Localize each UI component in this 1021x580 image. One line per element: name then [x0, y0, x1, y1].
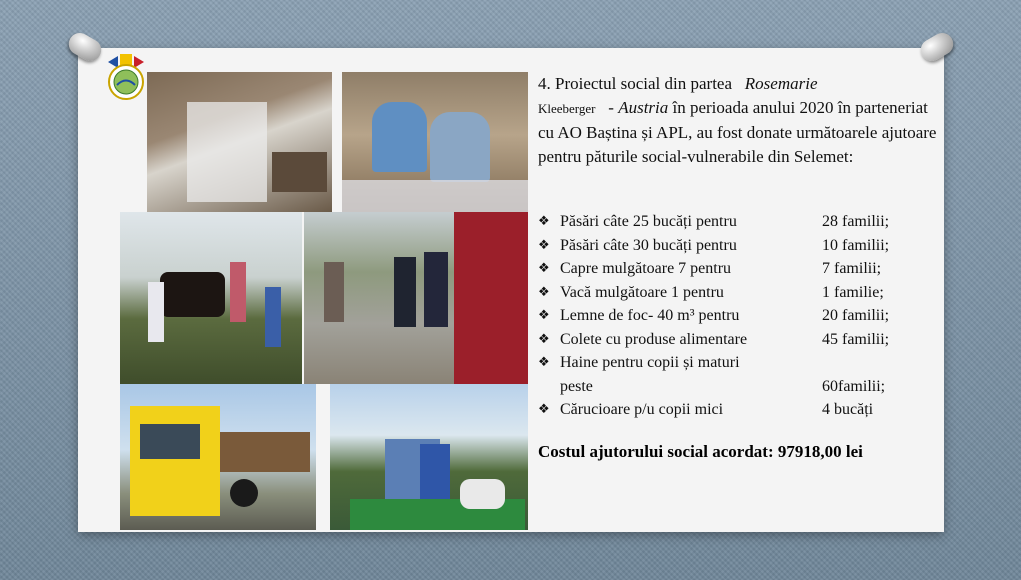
intro-dash: -: [608, 98, 614, 117]
diamond-bullet-icon: ❖: [538, 237, 550, 253]
item-qty: 4 bucăți: [822, 401, 874, 418]
photo-family-with-cow: [120, 212, 302, 384]
item-qty: 10 familii;: [822, 236, 890, 254]
item-qty: 28 familii;: [822, 213, 890, 230]
item-qty: 60familii;: [822, 377, 886, 395]
total-cost: Costul ajutorului social acordat: 97918,00 lei: [538, 442, 863, 461]
item-label: Păsări câte 25 bucăți pentru: [560, 213, 737, 230]
item-label: Vacă mulgătoare 1 pentru: [560, 283, 724, 301]
photo-children-with-chickens: [342, 72, 528, 212]
intro-name: Rosemarie: [744, 74, 818, 93]
item-label: Colete cu produse alimentare: [560, 330, 748, 348]
intro-paragraph: [538, 72, 938, 169]
diamond-bullet-icon: ❖: [538, 331, 550, 347]
diamond-bullet-icon: ❖: [538, 402, 550, 417]
intro-country: Austria: [618, 98, 669, 117]
item-label: peste: [560, 377, 593, 395]
photo-man-in-cart-with-goat: [330, 384, 528, 530]
item-label: Lemne de foc- 40 m³ pentru: [560, 307, 740, 324]
photo-poultry-crates: [147, 72, 332, 212]
donations-list: [538, 210, 938, 422]
list-item: [538, 398, 938, 422]
photo-people-receiving-goat: [304, 212, 528, 384]
item-qty: 7 familii;: [822, 260, 882, 277]
item-label: Păsări câte 30 bucăți pentru: [560, 236, 737, 254]
list-item: [538, 328, 938, 352]
list-item: [538, 351, 938, 375]
list-item: [538, 234, 938, 258]
list-item-continuation: [538, 375, 938, 399]
list-item: [538, 257, 938, 281]
list-item: [538, 210, 938, 234]
diamond-bullet-icon: ❖: [538, 261, 550, 276]
item-qty: 1 familie;: [822, 283, 884, 301]
item-label: Capre mulgătoare 7 pentru: [560, 260, 732, 277]
list-item: [538, 281, 938, 305]
item-qty: 45 familii;: [822, 330, 890, 348]
item-qty: 20 familii;: [822, 307, 890, 324]
diamond-bullet-icon: ❖: [538, 214, 550, 229]
diamond-bullet-icon: ❖: [538, 308, 550, 323]
item-label: Cărucioare p/u copii mici: [560, 401, 724, 418]
coat-of-arms-logo-icon: [104, 52, 148, 102]
intro-part2: în perioada anului 2020 în parteneriat cu AO Baștina și APL, au fost donate următoarele ajutoare pentru păturile social-vulnerabile din Selemet:: [538, 98, 937, 166]
diamond-bullet-icon: ❖: [538, 284, 550, 300]
diamond-bullet-icon: ❖: [538, 355, 550, 370]
photo-truck-with-firewood: [120, 384, 316, 530]
list-item: [538, 304, 938, 328]
intro-part1: 4. Proiectul social din partea: [538, 74, 733, 93]
intro-name-small: Kleeberger: [538, 101, 596, 116]
item-label: Haine pentru copii și maturi: [560, 354, 740, 371]
